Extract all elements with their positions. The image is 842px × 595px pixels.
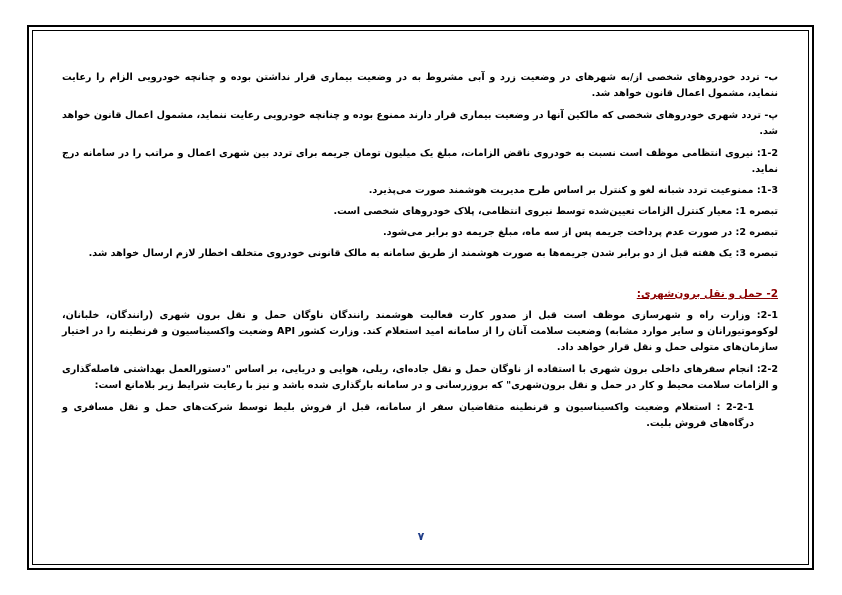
note-2: تبصره 2: در صورت عدم پرداخت جریمه پس از سه ماه، مبلغ جریمه دو برابر می‌شود. [383, 227, 778, 238]
clause-2-1: 2-1: وزارت راه و شهرسازی موظف است قبل از صدور کارت فعالیت هوشمند رانندگان ناوگان حمل و نقل برون شهری (رانندگان، خلبانان، لوکوموتیورانان و سایر موارد مشابه) وضعیت سلامت آنان را از سامانه امید استعلام کند. وزارت کشور API وضعیت واکسیناسیون و قرنطینه را در اختیار سازمان‌های متولی حمل و نقل قرار خواهد داد. [62, 310, 778, 353]
page-number: ۷ [417, 530, 425, 543]
paragraph-p: پ- تردد شهری خودروهای شخصی که مالکین آنها در وضعیت بیماری قرار دارند ممنوع بوده و چنانچه خودرویی رعایت ننماید، مشمول اعمال قانون خواهد شد. [62, 110, 778, 137]
clause-2-2: 2-2: انجام سفرهای داخلی برون شهری با استفاده از ناوگان حمل و نقل جاده‌ای، ریلی، هوایی و دریایی، بر اساس "دستورالعمل بهداشتی فاصله‌گذاری و الزامات سلامت محیط و کار در حمل و نقل برون‌شهری" که بروزرسانی و در سامانه بارگذاری شده باشد و نیز با رعایت شرایط زیر بلامانع است: [62, 364, 778, 391]
note-3: تبصره 3: یک هفته قبل از دو برابر شدن جریمه‌ها به صورت هوشمند از طریق سامانه به مالک قانونی خودروی متخلف اخطار لازم ارسال خواهد شد. [88, 248, 778, 259]
clause-1-2: 1-2: نیروی انتظامی موظف است نسبت به خودروی ناقض الزامات، مبلغ یک میلیون تومان جریمه برای تردد بین شهری اعمال و مراتب را در سامانه درج نماید. [62, 148, 778, 175]
paragraph-b: ب- تردد خودروهای شخصی از/به شهرهای در وضعیت زرد و آبی مشروط به در وضعیت بیماری قرار نداشتن بوده و چنانچه خودرویی الزام را رعایت ننماید، مشمول اعمال قانون خواهد شد. [62, 72, 778, 99]
note-1: تبصره 1: معیار کنترل الزامات تعیین‌شده توسط نیروی انتظامی، پلاک خودروهای شخصی است. [333, 206, 778, 217]
clause-2-2-1: 2-2-1 : استعلام وضعیت واکسیناسیون و قرنطینه متقاضیان سفر از سامانه، قبل از فروش بلیط توسط شرکت‌های حمل و نقل مسافری و درگاه‌های فروش بلیت. [62, 402, 754, 429]
clause-1-3: 1-3: ممنوعیت تردد شبانه لغو و کنترل بر اساس طرح مدیریت هوشمند صورت می‌پذیرد. [368, 185, 778, 196]
document-body [62, 70, 778, 438]
section-heading: 2- حمل و نقل برون‌شهری: [636, 288, 778, 300]
